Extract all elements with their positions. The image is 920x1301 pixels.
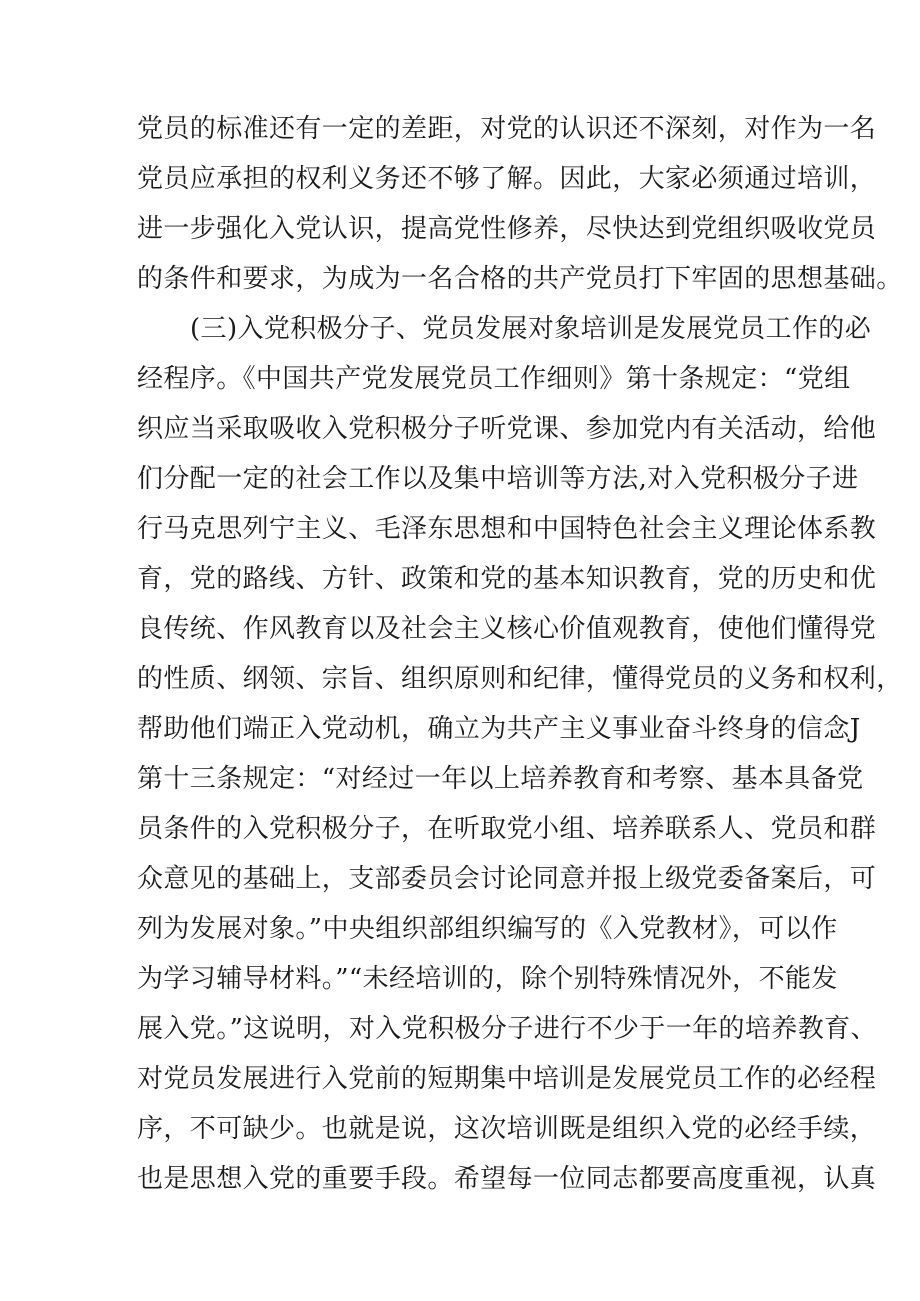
text-line: 列为发展对象。”中央组织部组织编写的《入党教材》，可以作 [137, 914, 838, 944]
text-line: 第十三条规定：“对经过一年以上培养教育和考察、基本具备党 [137, 764, 864, 794]
text-line: 党员应承担的权利义务还不够了解。因此，大家必须通过培训， [137, 164, 877, 194]
text-line: 织应当采取吸收入党积极分子听党课、参加党内有关活动，给他 [137, 414, 877, 444]
text-line: 众意见的基础上，支部委员会讨论同意并报上级党委备案后，可 [137, 864, 877, 894]
text-line: 也是思想入党的重要手段。希望每一位同志都要高度重视，认真 [137, 1164, 877, 1194]
text-line: 行马克思列宁主义、毛泽东思想和中国特色社会主义理论体系教 [137, 514, 877, 544]
text-line: 们分配一定的社会工作以及集中培训等方法,对入党积极分子进 [137, 464, 859, 494]
text-line: 对党员发展进行入党前的短期集中培训是发展党员工作的必经程 [137, 1064, 877, 1094]
text-line: 为学习辅导材料。”“未经培训的，除个别特殊情况外，不能发 [137, 964, 838, 994]
text-line: 展入党。”这说明，对入党积极分子进行不少于一年的培养教育、 [137, 1014, 877, 1044]
paragraph-heading-line: (三)入党积极分子、党员发展对象培训是发展党员工作的必 [190, 314, 872, 344]
text-line: 党员的标准还有一定的差距，对党的认识还不深刻，对作为一名 [137, 114, 877, 144]
text-line: 的性质、纲领、宗旨、组织原则和纪律，懂得党员的义务和权利， [137, 664, 903, 694]
text-line: 序，不可缺少。也就是说，这次培训既是组织入党的必经手续， [137, 1114, 877, 1144]
text-line: 帮助他们端正入党动机，确立为共产主义事业奋斗终身的信念J [137, 714, 861, 744]
text-line: 育，党的路线、方针、政策和党的基本知识教育，党的历史和优 [137, 564, 877, 594]
text-line: 良传统、作风教育以及社会主义核心价值观教育，使他们懂得党 [137, 614, 877, 644]
text-line: 进一步强化入党认识，提高党性修养，尽快达到党组织吸收党员 [137, 214, 877, 244]
text-line: 员条件的入党积极分子，在听取党小组、培养联系人、党员和群 [137, 814, 877, 844]
text-line: 的条件和要求，为成为一名合格的共产党员打下牢固的思想基础。 [137, 264, 903, 294]
text-line: 经程序。《中国共产党发展党员工作细则》第十条规定：“党组 [137, 364, 851, 394]
